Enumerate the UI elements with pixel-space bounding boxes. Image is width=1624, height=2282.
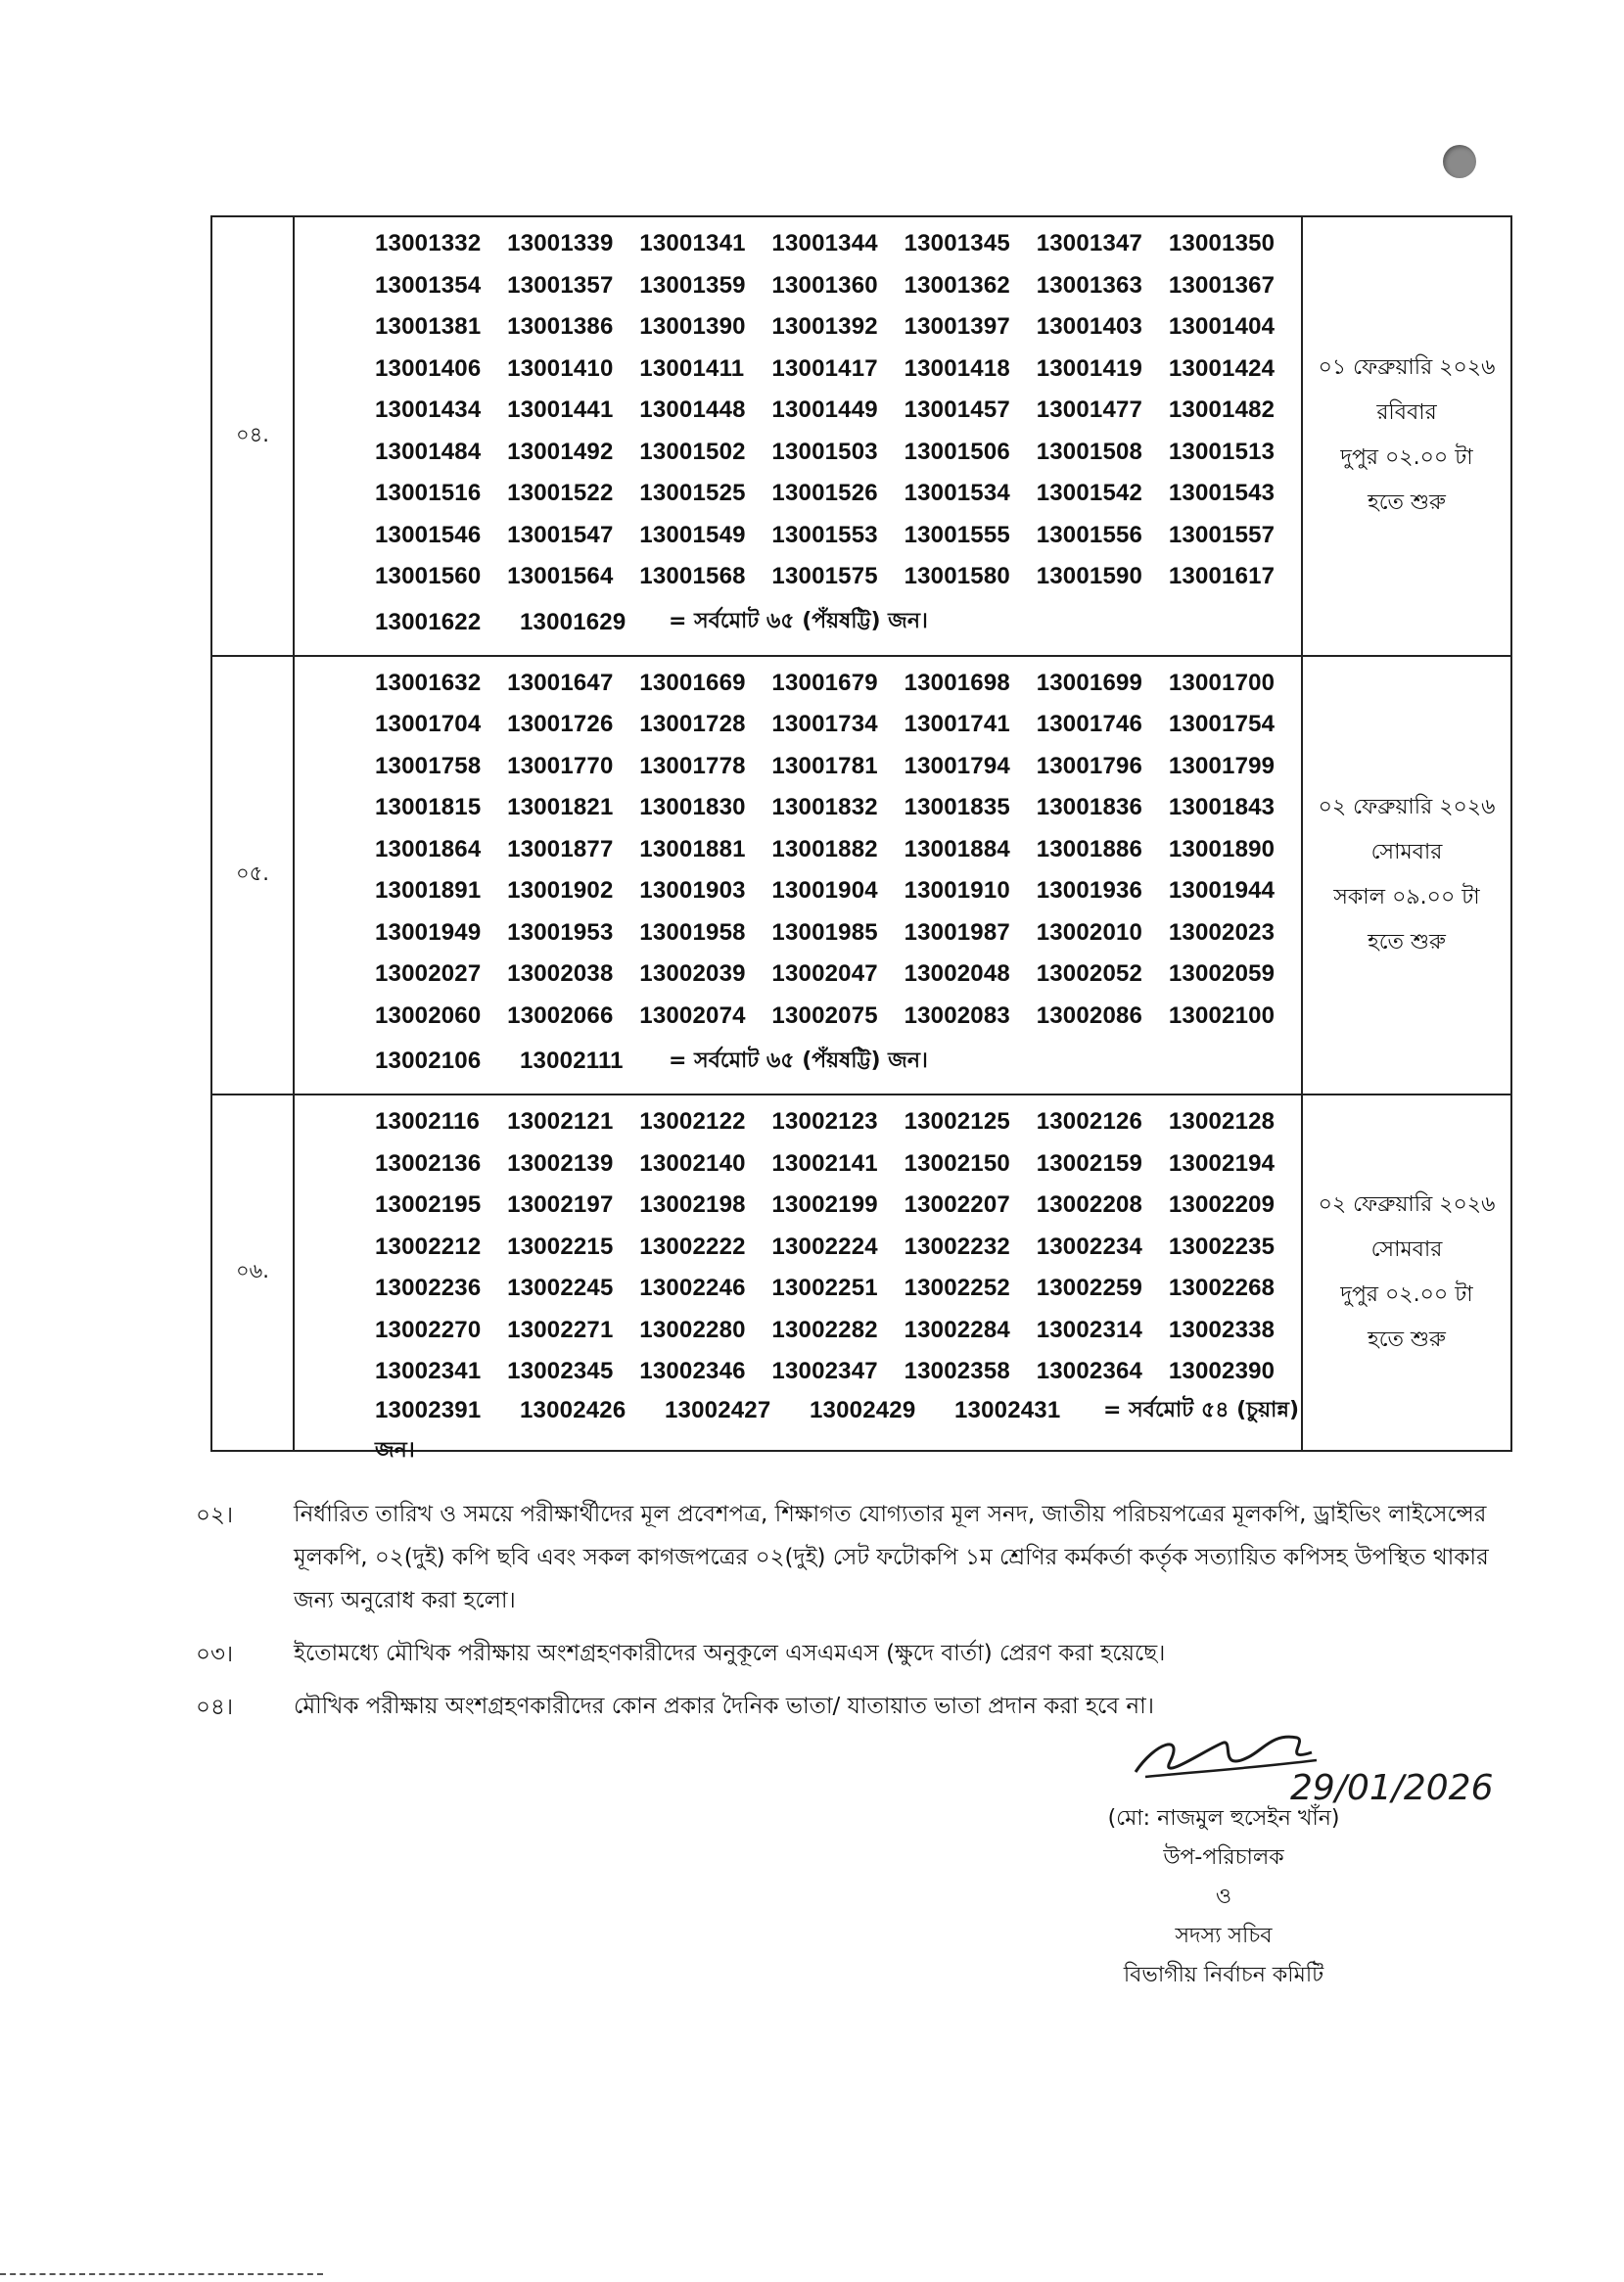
instruction-text: নির্ধারিত তারিখ ও সময়ে পরীক্ষার্থীদের মূল প্রবেশপত্র, শিক্ষাগত যোগ্যতার মূল সনদ, জাতীয় পরিচয়পত্রের মূলকপি, ড্রাইভিং লাইসেন্সের মূলকপি, ০২(দুই) কপি ছবি এবং সকল কাগজপত্রের ০২(দুই) সেট ফটোকপি ১ম শ্রেণির কর্মকর্তা কর্তৃক সত্যায়িত কপিসহ উপস্থিত থাকার জন্য অনুরোধ করা হলো। [294,1502,1489,1613]
roll-number: 13001513 [1168,438,1276,465]
roll-number: 13001891 [375,877,482,905]
roll-row [375,306,1301,349]
roll-number: 13002150 [904,1149,1010,1177]
group-serial: ০৪. [211,216,294,656]
roll-number: 13001700 [1168,669,1276,696]
roll-row [375,870,1301,912]
roll-number: 13001484 [375,438,482,465]
roll-number: 13001386 [507,313,614,341]
roll-number: 13001525 [639,480,746,507]
roll-number: 13001698 [904,669,1010,696]
roll-number: 13002246 [639,1275,746,1302]
signatory-block [1028,1799,1419,1995]
roll-number: 13001877 [507,835,614,862]
roll-number: 13001542 [1036,480,1143,507]
roll-number: 13002259 [1036,1275,1143,1302]
roll-number: 13001734 [771,711,878,738]
roll-number: 13001781 [771,752,878,779]
roll-number: 13002159 [1036,1149,1143,1177]
roll-row [375,515,1301,557]
roll-row [375,663,1301,705]
roll-number: 13001564 [507,563,614,590]
roll-number: 13002209 [1168,1191,1276,1219]
roll-number: 13001522 [507,480,614,507]
roll-number: 13001679 [771,669,878,696]
roll-number: 13001339 [507,230,614,257]
roll-row [375,912,1301,955]
roll-number: 13001958 [639,918,746,946]
roll-number: 13001580 [904,563,1010,590]
roll-number: 13001832 [771,794,878,821]
roll-number: 13002199 [771,1191,878,1219]
roll-number: 13002038 [507,960,614,988]
instruction-number: ০৩। [196,1642,234,1667]
roll-number: 13002198 [639,1191,746,1219]
roll-number: 13001669 [639,669,746,696]
roll-row [375,349,1301,391]
roll-number: 13001448 [639,396,746,424]
roll-number: 13002128 [1168,1108,1276,1136]
schedule-line: ০১ ফেব্রুয়ারি ২০২৬ [1318,355,1496,381]
roll-number: 13001936 [1036,877,1143,905]
roll-number: 13001441 [507,396,614,424]
roll-number: 13002116 [375,1108,481,1136]
roll-number: 13002123 [771,1108,878,1136]
roll-row [375,996,1301,1038]
roll-number: 13002023 [1168,918,1276,946]
roll-number: 13002010 [1036,918,1143,946]
group-total: = সর্বমোট ৬৫ (পঁয়ষট্টি) জন। [669,609,928,633]
instruction-number: ০৪। [196,1695,234,1720]
roll-number: 13002039 [639,960,746,988]
roll-number: 13001404 [1168,313,1276,341]
roll-number: 13002346 [639,1358,746,1385]
roll-number: 13001794 [904,752,1010,779]
roll-number: 13002060 [375,1001,482,1029]
roll-number: 13001508 [1036,438,1143,465]
roll-number: 13001815 [375,794,482,821]
roll-number: 13001406 [375,354,482,382]
roll-number: 13001543 [1168,480,1276,507]
roll-row [375,787,1301,829]
roll-number: 13002074 [639,1001,746,1029]
roll-number: 13001397 [904,313,1010,341]
roll-number: 13001796 [1036,752,1143,779]
roll-row [375,556,1301,598]
schedule-line: হতে শুরু [1368,490,1446,516]
roll-number: 13001556 [1036,521,1143,548]
roll-row [375,1185,1301,1227]
roll-number: 13001949 [375,918,482,946]
roll-number: 13001418 [904,354,1010,382]
roll-row-last [375,598,1301,647]
signatory-role: সদস্য সচিব [1175,1924,1273,1948]
roll-number: 13002232 [904,1233,1010,1260]
roll-number: 13002048 [904,960,1010,988]
roll-number: 13002245 [507,1275,614,1302]
roll-number: 13002347 [771,1358,878,1385]
roll-number: 13001617 [1168,563,1276,590]
roll-number: 13002215 [507,1233,614,1260]
roll-number: 13002122 [639,1108,746,1136]
roll-number: 13002431 [954,1397,1061,1423]
roll-row [375,1310,1301,1352]
roll-number: 13001575 [771,563,878,590]
roll-number: 13002197 [507,1191,614,1219]
roll-number: 13001360 [771,271,878,299]
roll-number: 13001770 [507,752,614,779]
roll-number: 13002270 [375,1316,482,1343]
roll-row [375,432,1301,474]
roll-number: 13001590 [1036,563,1143,590]
roll-number: 13002391 [375,1397,482,1423]
roll-number: 13001557 [1168,521,1276,548]
roll-number: 13001728 [639,711,746,738]
roll-number: 13001704 [375,711,482,738]
roll-number: 13001367 [1168,271,1276,299]
roll-number: 13002427 [665,1397,771,1423]
roll-number: 13002052 [1036,960,1143,988]
roll-number: 13001424 [1168,354,1276,382]
roll-number: 13001547 [507,521,614,548]
instruction-item [196,1632,1508,1675]
roll-number: 13001821 [507,794,614,821]
roll-number: 13001549 [639,521,746,548]
roll-number: 13002140 [639,1149,746,1177]
roll-number: 13001985 [771,918,878,946]
roll-number: 13002282 [771,1316,878,1343]
roll-number: 13001506 [904,438,1010,465]
roll-number: 13002139 [507,1149,614,1177]
roll-number: 13001884 [904,835,1010,862]
group-total: = সর্বমোট ৬৫ (পঁয়ষট্টি) জন। [669,1048,928,1073]
roll-number: 13002251 [771,1275,878,1302]
group-schedule [1302,656,1511,1095]
roll-number: 13002027 [375,960,482,988]
roll-number: 13001359 [639,271,746,299]
roll-number: 13001836 [1036,794,1143,821]
roll-number: 13001746 [1036,711,1143,738]
roll-row [375,829,1301,871]
signature-date: 29/01/2026 [1290,1768,1494,1808]
roll-number: 13001516 [375,480,482,507]
roll-number: 13001347 [1036,230,1143,257]
roll-number: 13002236 [375,1275,482,1302]
roll-number: 13002314 [1036,1316,1143,1343]
roll-number: 13002252 [904,1275,1010,1302]
roll-number: 13001553 [771,521,878,548]
roll-row [375,1268,1301,1310]
roll-row [375,704,1301,746]
roll-number: 13001546 [375,521,482,548]
roll-number: 13001410 [507,354,614,382]
schedule-line: রবিবার [1376,400,1437,426]
group-total-continued: জন। [375,1437,415,1463]
roll-number: 13001741 [904,711,1010,738]
roll-number: 13001555 [904,521,1010,548]
roll-row [375,1227,1301,1269]
page-edge [0,2273,323,2279]
roll-number: 13001477 [1036,396,1143,424]
schedule-line: ০২ ফেব্রুয়ারি ২০২৬ [1318,794,1496,819]
schedule-line: দুপুর ০২.০০ টা [1340,445,1473,471]
group-serial: ০৬. [211,1094,294,1451]
roll-row-last [375,1037,1301,1086]
instructions [196,1493,1508,1738]
roll-number: 13001778 [639,752,746,779]
roll-number: 13002271 [507,1316,614,1343]
roll-number: 13002100 [1168,1001,1276,1029]
schedule-line: হতে শুরু [1368,1327,1446,1352]
roll-number: 13002429 [810,1397,916,1423]
roll-list [294,216,1302,656]
roll-number: 13001492 [507,438,614,465]
roll-number: 13001403 [1036,313,1143,341]
roll-number: 13001411 [639,354,745,382]
group-schedule [1302,216,1511,656]
roll-number: 13001482 [1168,396,1276,424]
roll-number: 13001904 [771,877,878,905]
roll-number: 13001632 [375,669,482,696]
roll-number: 13001881 [639,835,746,862]
signatory-committee: বিভাগীয় নির্বাচন কমিটি [1123,1963,1324,1987]
roll-number: 13001903 [639,877,746,905]
roll-number: 13002106 [375,1048,482,1074]
roll-number: 13001503 [771,438,878,465]
roll-number: 13002083 [904,1001,1010,1029]
roll-number: 13001944 [1168,877,1276,905]
signatory-designation: উপ-পরিচালক [1163,1845,1284,1870]
roll-number: 13001726 [507,711,614,738]
roll-number: 13001502 [639,438,746,465]
roll-row [375,265,1301,307]
roll-number: 13002235 [1168,1233,1276,1260]
instruction-text: মৌখিক পরীক্ষায় অংশগ্রহণকারীদের কোন প্রকার দৈনিক ভাতা/ যাতায়াত ভাতা প্রদান করা হবে না। [294,1694,1155,1719]
schedule-line: দুপুর ০২.০০ টা [1340,1281,1473,1307]
roll-number: 13001622 [375,608,482,635]
group-schedule [1302,1094,1511,1451]
roll-number: 13001357 [507,271,614,299]
schedule-line: সোমবার [1370,839,1443,864]
instruction-number: ০২। [196,1503,234,1528]
roll-number: 13002086 [1036,1001,1143,1029]
roll-number: 13002234 [1036,1233,1143,1260]
roll-number: 13002338 [1168,1316,1276,1343]
roll-number: 13001341 [639,230,746,257]
roll-row [375,1143,1301,1186]
roll-number: 13001332 [375,230,482,257]
roll-number: 13002364 [1036,1358,1143,1385]
roll-row [375,223,1301,265]
roll-number: 13001830 [639,794,746,821]
roll-number: 13002126 [1036,1108,1143,1136]
roll-row [375,473,1301,515]
roll-number: 13001699 [1036,669,1143,696]
roll-number: 13001457 [904,396,1010,424]
roll-number: 13001526 [771,480,878,507]
roll-number: 13001362 [904,271,1010,299]
roll-number: 13001647 [507,669,614,696]
roll-number: 13001354 [375,271,482,299]
roll-number: 13001987 [904,918,1010,946]
roll-number: 13001560 [375,563,482,590]
roll-number: 13002075 [771,1001,878,1029]
roll-number: 13001419 [1036,354,1143,382]
roll-number: 13001890 [1168,835,1276,862]
schedule-group-row [211,216,1511,656]
schedule-line: সোমবার [1370,1236,1443,1262]
roll-schedule-table [210,215,1512,1463]
schedule-line: হতে শুরু [1368,929,1446,955]
roll-row [375,1351,1301,1393]
signatory-name: (মো: নাজমুল হুসেইন খাঁন) [1107,1806,1340,1831]
roll-row [375,954,1301,996]
roll-number: 13001350 [1168,230,1276,257]
group-total: = সর্বমোট ৫৪ (চুয়ান্ন) [1103,1397,1300,1422]
roll-number: 13001344 [771,230,878,257]
roll-row [375,390,1301,432]
roll-number: 13002047 [771,960,878,988]
roll-number: 13002066 [507,1001,614,1029]
roll-number: 13002358 [904,1358,1010,1385]
roll-number: 13002207 [904,1191,1010,1219]
schedule-group-row [211,1094,1511,1451]
roll-number: 13002390 [1168,1358,1276,1385]
roll-row-last [375,1393,1301,1463]
roll-number: 13001392 [771,313,878,341]
roll-number: 13002212 [375,1233,482,1260]
roll-number: 13002136 [375,1149,482,1177]
schedule-line: সকাল ০৯.০০ টা [1333,884,1480,909]
roll-number: 13002280 [639,1316,746,1343]
roll-row [375,746,1301,788]
roll-number: 13001754 [1168,711,1276,738]
roll-number: 13001381 [375,313,482,341]
roll-number: 13001345 [904,230,1010,257]
roll-number: 13002341 [375,1358,482,1385]
roll-number: 13001910 [904,877,1010,905]
schedule-line: ০২ ফেব্রুয়ারি ২০২৬ [1318,1191,1496,1217]
roll-number: 13002111 [520,1048,624,1074]
roll-number: 13002195 [375,1191,482,1219]
roll-number: 13002426 [520,1397,626,1423]
instruction-text: ইতোমধ্যে মৌখিক পরীক্ষায় অংশগ্রহণকারীদের অনুকূলে এসএমএস (ক্ষুদে বার্তা) প্রেরণ করা হয়েছে। [294,1641,1166,1666]
roll-number: 13002208 [1036,1191,1143,1219]
signatory-conjunction: ও [1215,1885,1232,1909]
roll-number: 13002125 [904,1108,1010,1136]
roll-number: 13001534 [904,480,1010,507]
instruction-item [196,1493,1508,1622]
roll-number: 13002141 [771,1149,878,1177]
punch-hole [1443,145,1476,178]
roll-number: 13001902 [507,877,614,905]
roll-row [375,1101,1301,1143]
roll-number: 13001799 [1168,752,1276,779]
roll-number: 13001835 [904,794,1010,821]
roll-number: 13001568 [639,563,746,590]
roll-number: 13001390 [639,313,746,341]
signature [1116,1703,1494,1811]
roll-number: 13001953 [507,918,614,946]
roll-number: 13001886 [1036,835,1143,862]
roll-number: 13001363 [1036,271,1143,299]
roll-number: 13002224 [771,1233,878,1260]
roll-number: 13001843 [1168,794,1276,821]
roll-number: 13001417 [771,354,878,382]
roll-number: 13001449 [771,396,878,424]
roll-number: 13001864 [375,835,482,862]
roll-number: 13001882 [771,835,878,862]
group-serial: ০৫. [211,656,294,1095]
roll-number: 13002222 [639,1233,746,1260]
roll-number: 13002121 [507,1108,614,1136]
roll-number: 13002345 [507,1358,614,1385]
roll-number: 13001629 [520,608,626,635]
roll-list [294,1094,1302,1463]
roll-number: 13001434 [375,396,482,424]
roll-number: 13002268 [1168,1275,1276,1302]
schedule-group-row [211,656,1511,1095]
roll-number: 13002284 [904,1316,1010,1343]
roll-number: 13002194 [1168,1149,1276,1177]
roll-number: 13001758 [375,752,482,779]
roll-list [294,656,1302,1095]
roll-number: 13002059 [1168,960,1276,988]
